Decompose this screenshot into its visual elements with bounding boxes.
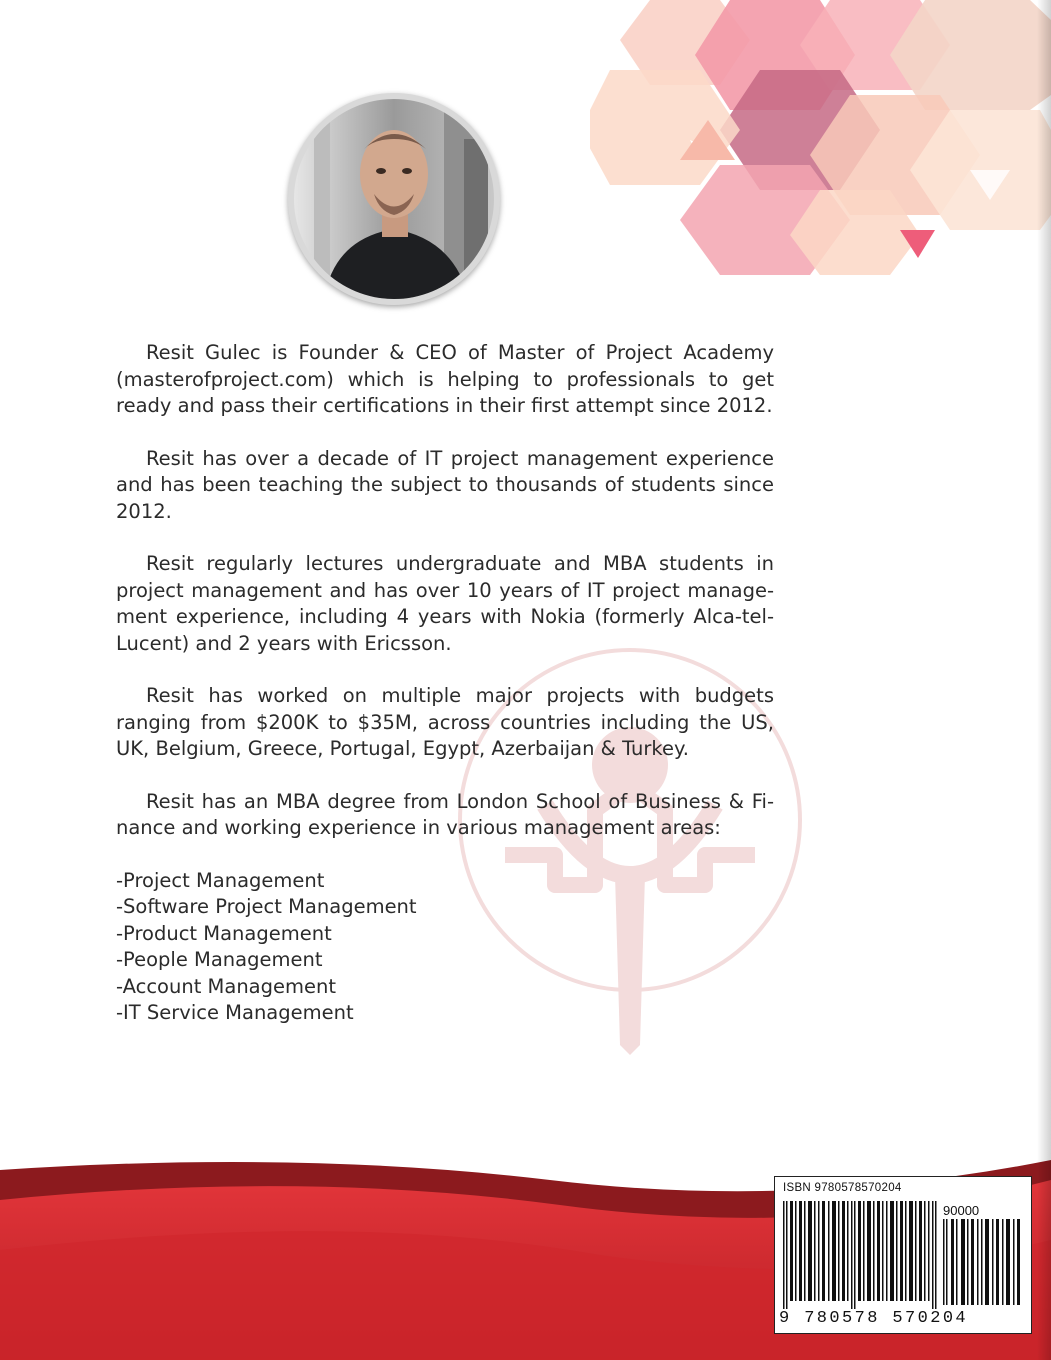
bio-paragraph-4: Resit has worked on multiple major projects with budgets ranging from $200K to $35M, across countries including the US, UK, Belgium, Greece, Portugal, Egypt, Azerbaijan & Turkey. [116, 684, 774, 760]
list-item: -Project Management [116, 868, 325, 892]
list-item: -IT Service Management [116, 1001, 354, 1024]
list-item: -Product Management [116, 921, 332, 945]
price-barcode-bars [943, 1219, 1023, 1305]
bio-paragraph-5: Resit has an MBA degree from London School of Business & Fi-nance and working experience in various management areas: [116, 789, 774, 839]
author-bio [116, 340, 774, 1027]
isbn-label: ISBN 9780578570204 [783, 1182, 902, 1194]
barcode-digits: 9 780578 570204 [779, 1309, 969, 1328]
page-edge-shadow [1037, 0, 1051, 1360]
management-areas-list [116, 868, 774, 1027]
list-item: -Software Project Management [116, 895, 417, 918]
bio-paragraph-2: Resit has over a decade of IT project management experience and has been teaching the subject to thousands of students since 2012. [116, 446, 774, 523]
avatar [288, 93, 500, 305]
barcode-bars [783, 1201, 939, 1309]
list-item: -People Management [116, 948, 323, 971]
list-item: -Account Management [116, 974, 336, 998]
bio-paragraph-3: Resit regularly lectures undergraduate and MBA students in project management and has over 10 years of IT project manage-ment experience, including 4 years with Nokia (formerly Alca-tel-Lucent) and 2 years with Ericsson. [116, 552, 774, 655]
hexagon-pattern [590, 0, 1051, 280]
isbn-barcode [774, 1176, 1032, 1334]
author-photo [294, 99, 494, 299]
bio-paragraph-1: Resit Gulec is Founder & CEO of Master of Project Academy (masterofproject.com) which is helping to professionals to get ready and pass their certifications in their first attempt since 2012. [116, 341, 774, 417]
price-code: 90000 [943, 1203, 980, 1218]
